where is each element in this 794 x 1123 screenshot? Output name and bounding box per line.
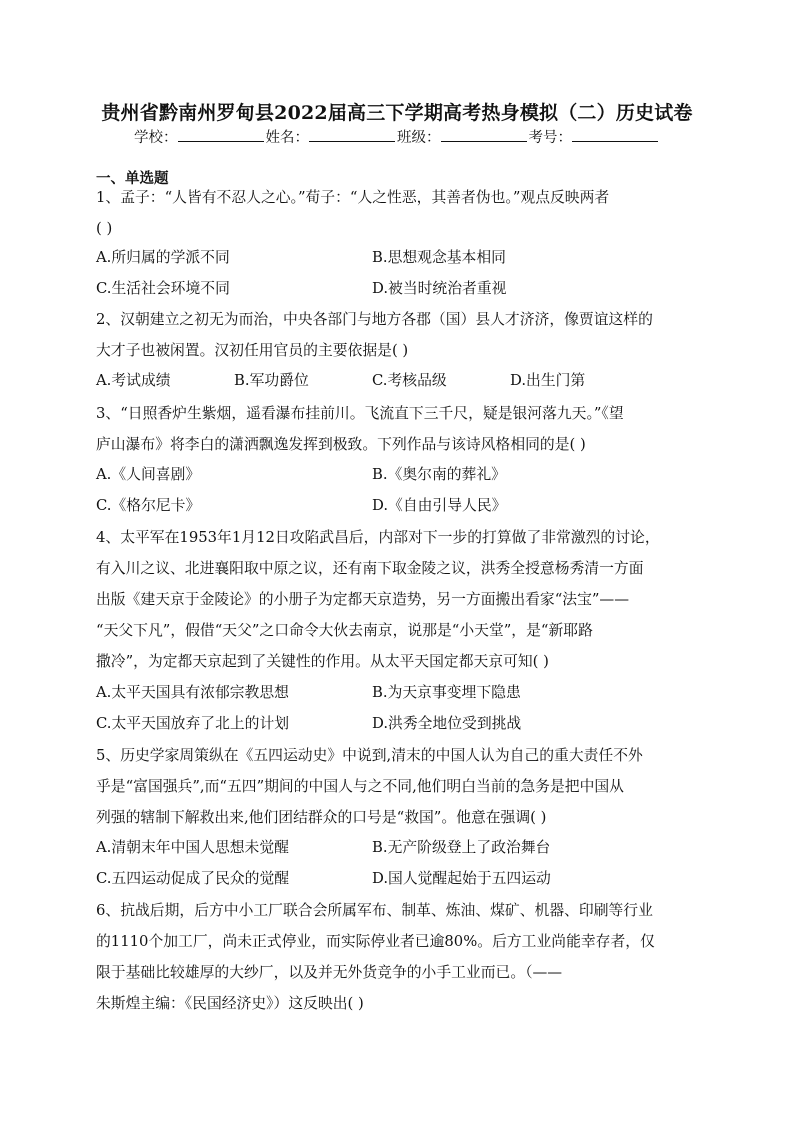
class-label: 班级： bbox=[397, 130, 441, 146]
question-6-line-3: 限于基础比较雄厚的大纱厂，以及并无外货竞争的小手工业而已。（—— bbox=[96, 964, 563, 981]
question-5-option-c[interactable]: C.五四运动促成了民众的觉醒 bbox=[96, 870, 290, 887]
question-3-line-2: 庐山瀑布》将李白的潇洒飘逸发挥到极致。下列作品与该诗风格相同的是( ) bbox=[96, 436, 586, 453]
question-4-option-b[interactable]: B.为天京事变埋下隐患 bbox=[372, 684, 521, 701]
question-3-option-c[interactable]: C.《格尔尼卡》 bbox=[96, 497, 201, 514]
question-5-option-b[interactable]: B.无产阶级登上了政治舞台 bbox=[372, 839, 551, 856]
question-4-line-5: 撒冷”，为定都天京起到了关键性的作用。从太平天国定都天京可知( ) bbox=[96, 653, 549, 670]
name-blank[interactable] bbox=[309, 127, 395, 142]
question-5-line-1: 5、历史学家周策纵在《五四运动史》中说到,清末的中国人认为自己的重大责任不外 bbox=[96, 747, 643, 764]
question-4-option-c[interactable]: C.太平天国放弃了北上的计划 bbox=[96, 715, 290, 732]
question-2-option-b[interactable]: B.军功爵位 bbox=[234, 372, 309, 389]
question-6-line-4: 朱斯煌主编：《民国经济史》）这反映出( ) bbox=[96, 995, 364, 1012]
question-2-option-d[interactable]: D.出生门第 bbox=[510, 372, 586, 389]
question-4-option-a[interactable]: A.太平天国具有浓郁宗教思想 bbox=[96, 684, 289, 701]
question-5-option-d[interactable]: D.国人觉醒起始于五四运动 bbox=[372, 870, 551, 887]
question-1-line-1: 1、孟子：“人皆有不忍人之心。”荀子：“人之性恶，其善者伪也。”观点反映两者 bbox=[96, 189, 610, 206]
question-1-option-c[interactable]: C.生活社会环境不同 bbox=[96, 280, 230, 297]
question-2-option-c[interactable]: C.考核品级 bbox=[372, 372, 447, 389]
school-blank[interactable] bbox=[178, 127, 264, 142]
question-4-line-2: 有入川之议、北进襄阳取中原之议，还有南下取金陵之议，洪秀全授意杨秀清一方面 bbox=[96, 560, 644, 577]
exam-title: 贵州省黔南州罗甸县2022届高三下学期高考热身模拟（二）历史试卷 bbox=[101, 102, 693, 124]
question-1-option-a[interactable]: A.所归属的学派不同 bbox=[96, 249, 230, 266]
name-label: 姓名： bbox=[265, 130, 309, 146]
question-2-option-a[interactable]: A.考试成绩 bbox=[96, 372, 171, 389]
question-3-option-a[interactable]: A.《人间喜剧》 bbox=[96, 466, 201, 483]
student-info-line bbox=[0, 126, 794, 147]
question-3-option-d[interactable]: D.《自由引导人民》 bbox=[372, 497, 507, 514]
section-title: 一、单选题 bbox=[96, 170, 169, 187]
id-label: 考号： bbox=[528, 130, 572, 146]
question-4-line-4: “天父下凡”，假借“天父”之口命令大伙去南京，说那是“小天堂”，是“新耶路 bbox=[96, 622, 593, 639]
school-label: 学校： bbox=[134, 130, 178, 146]
question-5-option-a[interactable]: A.清朝末年中国人思想未觉醒 bbox=[96, 839, 289, 856]
id-blank[interactable] bbox=[572, 127, 658, 142]
question-1-line-2: ( ) bbox=[96, 220, 113, 237]
question-5-line-2: 乎是“富国强兵”,而“五四”期间的中国人与之不同,他们明白当前的急务是把中国从 bbox=[96, 778, 624, 795]
question-4-option-d[interactable]: D.洪秀全地位受到挑战 bbox=[372, 715, 522, 732]
question-2-line-1: 2、汉朝建立之初无为而治，中央各部门与地方各郡（国）县人才济济，像贾谊这样的 bbox=[96, 311, 653, 328]
question-3-line-1: 3、“日照香炉生紫烟，遥看瀑布挂前川。飞流直下三千尺，疑是银河落九天。”《望 bbox=[96, 405, 624, 422]
question-5-line-3: 列强的辖制下解救出来,他们团结群众的口号是“救国”。他意在强调( ) bbox=[96, 809, 547, 826]
question-1-option-d[interactable]: D.被当时统治者重视 bbox=[372, 280, 507, 297]
class-blank[interactable] bbox=[441, 127, 527, 142]
question-6-line-2: 的1110个加工厂，尚未正式停业，而实际停业者已逾80%。后方工业尚能幸存者，仅 bbox=[96, 933, 655, 950]
question-4-line-3: 出版《建天京于金陵论》的小册子为定都天京造势，另一方面搬出看家“法宝”—— bbox=[96, 591, 630, 608]
question-4-line-1: 4、太平军在1953年1月12日攻陷武昌后，内部对下一步的打算做了非常激烈的讨论， bbox=[96, 529, 660, 546]
question-6-line-1: 6、抗战后期，后方中小工厂联合会所属军布、制革、炼油、煤矿、机器、印刷等行业 bbox=[96, 902, 653, 919]
question-3-option-b[interactable]: B.《奥尔南的葬礼》 bbox=[372, 466, 506, 483]
question-2-line-2: 大才子也被闲置。汉初任用官员的主要依据是( ) bbox=[96, 342, 409, 359]
question-1-option-b[interactable]: B.思想观念基本相同 bbox=[372, 249, 506, 266]
